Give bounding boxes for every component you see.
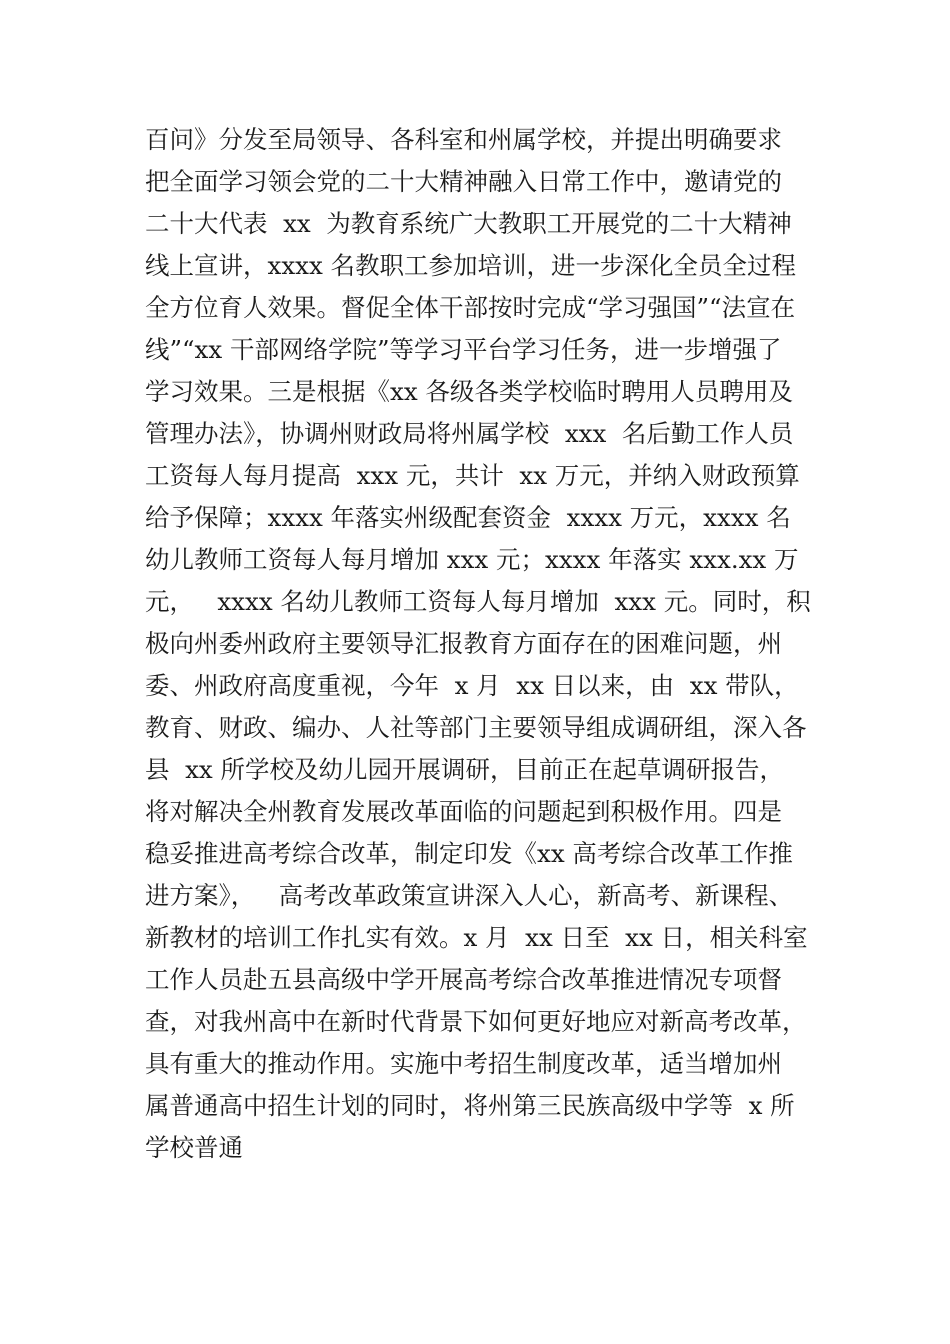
text-line: 极向州委州政府主要领导汇报教育方面存在的困难问题，州 xyxy=(145,629,782,658)
text-line: 工资每人每月提高 xxx 元，共计 xx 万元，并纳入财政预算 xyxy=(145,461,800,490)
text-line: 二十大代表 xx 为教育系统广大教职工开展党的二十大精神 xyxy=(145,209,792,238)
text-line: 线”“xx 干部网络学院”等学习平台学习任务，进一步增强了 xyxy=(145,335,782,364)
text-line: 管理办法》，协调州财政局将州属学校 xxx 名后勤工作人员 xyxy=(145,419,794,448)
text-line: 把全面学习领会党的二十大精神融入日常工作中，邀请党的 xyxy=(145,167,782,196)
text-line: 百问》分发至局领导、各科室和州属学校，并提出明确要求 xyxy=(145,125,782,154)
text-line: 元， xxxx 名幼儿教师工资每人每月增加 xxx 元。同时，积 xyxy=(145,587,811,616)
text-line: 稳妥推进高考综合改革，制定印发《xx 高考综合改革工作推 xyxy=(145,839,793,868)
text-line: 进方案》， 高考改革政策宣讲深入人心，新高考、新课程、 xyxy=(145,881,794,910)
text-line: 委、州政府高度重视，今年 x 月 xx 日以来，由 xx 带队， xyxy=(145,671,799,700)
text-line: 将对解决全州教育发展改革面临的问题起到积极作用。四是 xyxy=(145,797,782,826)
body-text xyxy=(145,119,810,1169)
text-line: 属普通高中招生计划的同时，将州第三民族高级中学等 x 所 xyxy=(145,1091,795,1120)
text-line: 线上宣讲，xxxx 名教职工参加培训，进一步深化全员全过程 xyxy=(145,251,797,280)
text-line: 具有重大的推动作用。实施中考招生制度改革，适当增加州 xyxy=(145,1049,782,1078)
text-line: 全方位育人效果。督促全体干部按时完成“学习强国”“法宣在 xyxy=(145,293,796,322)
text-line: 学习效果。三是根据《xx 各级各类学校临时聘用人员聘用及 xyxy=(145,377,793,406)
text-line: 新教材的培训工作扎实有效。x 月 xx 日至 xx 日，相关科室 xyxy=(145,923,808,952)
text-line: 教育、财政、编办、人社等部门主要领导组成调研组，深入各 xyxy=(145,713,807,742)
text-line: 工作人员赴五县高级中学开展高考综合改革推进情况专项督 xyxy=(145,965,782,994)
text-line: 学校普通 xyxy=(145,1133,243,1162)
text-line: 给予保障；xxxx 年落实州级配套资金 xxxx 万元，xxxx 名 xyxy=(145,503,791,532)
text-line: 幼儿教师工资每人每月增加 xxx 元；xxxx 年落实 xxx.xx 万 xyxy=(145,545,799,574)
text-line: 查，对我州高中在新时代背景下如何更好地应对新高考改革， xyxy=(145,1007,807,1036)
text-line: 县 xx 所学校及幼儿园开展调研，目前正在起草调研报告， xyxy=(145,755,784,784)
